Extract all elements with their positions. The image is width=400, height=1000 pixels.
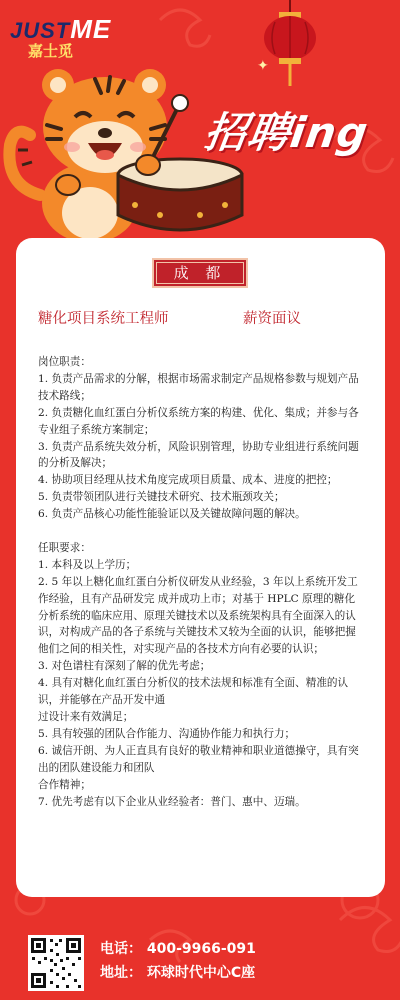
logo-text-me: ME [70,14,112,44]
requirement-item: 合作精神； [38,778,91,791]
duty-item: 3. 负责产品系统失效分析，风险识别管理，协助专业组进行系统问题的分析及解决； [38,440,359,470]
requirement-item: 6. 诚信开朗、为人正直具有良好的敬业精神和职业道德操守，具有突出的团队建设能力和团队 [38,744,359,774]
contact-address: 地址： 环球时代中心C座 [100,965,256,981]
section-gap [38,523,363,540]
requirement-item: 过设计来有效满足； [38,711,134,724]
logo-chinese-name: 嘉士觅 [28,42,74,60]
duty-item: 5. 负责带领团队进行关键技术研究、技术瓶颈攻关； [38,491,285,504]
logo-wordmark [10,14,112,44]
lantern-icon [255,0,325,90]
requirement-item: 3. 对色谱柱有深刻了解的优先考虑； [38,660,211,673]
city-badge-frame [156,262,244,284]
logo-text-just: JUST [10,18,71,43]
qr-code [28,935,84,991]
requirement-item: 1. 本科及以上学历； [38,558,137,571]
duty-item: 4. 协助项目经理从技术角度完成项目质量、成本、进度的把控； [38,474,338,487]
contact-phone: 电话： 400-9966-091 [100,941,256,957]
requirement-item: 4. 具有对糖化血红蛋白分析仪的技术法规和标准有全面、精准的认识，并能够在产品开发中通 [38,677,349,707]
duty-item: 6. 负责产品核心功能性能验证以及关键故障问题的解决。 [38,508,306,521]
requirement-item: 7. 优先考虑有以下企业从业经验者：普门、惠中、迈瑞。 [38,795,306,808]
requirement-item: 5. 具有较强的团队合作能力、沟通协作能力和执行力； [38,727,296,740]
duty-item: 2. 负责糖化血红蛋白分析仪系统方案的构建、优化、集成；并参与各专业组子系统方案制定； [38,406,359,436]
requirements-heading: 任职要求： [38,541,91,554]
job-title: 糖化项目系统工程师 [38,311,169,327]
sparkle-icon: ✦ [257,58,269,74]
recruiting-headline: 招聘ing [201,108,372,157]
duty-item: 1. 负责产品需求的分解，根据市场需求制定产品规格参数与规划产品技术路线； [38,372,359,402]
salary: 薪资面议 [243,311,301,327]
city-badge [152,258,248,288]
requirement-item: 2. 5 年以上糖化血红蛋白分析仪研发从业经验，3 年以上系统开发工作经验，且有产品研发完 成并成功上市；对基于 HPLC 原理的糖化分析系统的临床应用、原理关键技术以及系统架构具有全面深入的认识，对构成产品的各子系统与关键技术又较为全面的认识，能够把握他们之间的相关性，对实现产品的各技术方向有必要的认识； [38,575,358,656]
city-label: 成 都 [173,264,227,282]
brand-logo [10,14,112,60]
job-description [38,354,363,810]
duties-heading: 岗位职责： [38,356,91,368]
